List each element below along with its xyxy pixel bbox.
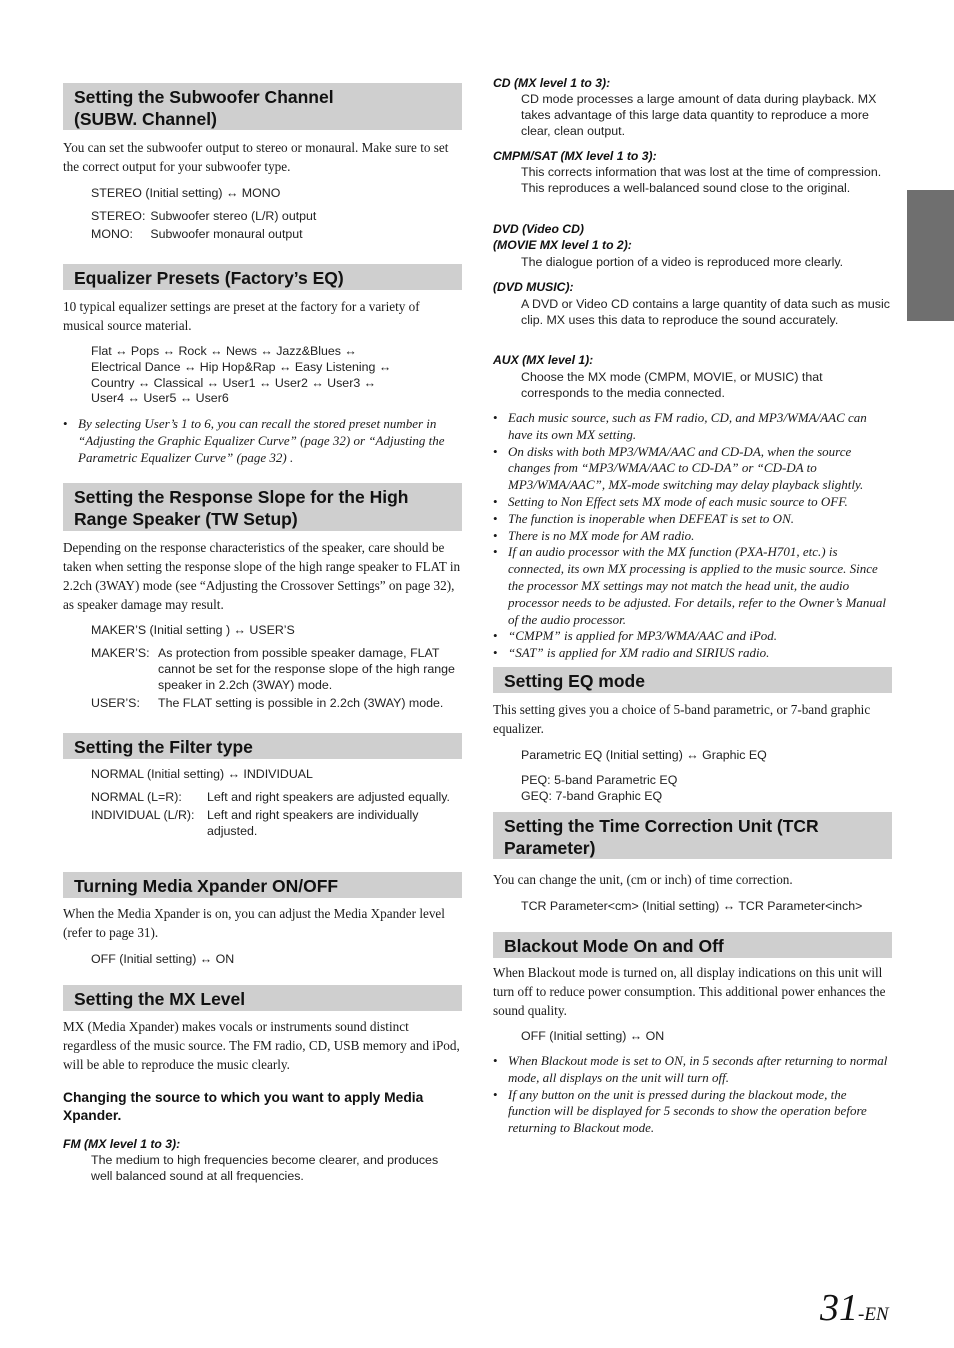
mx-level-body: MX (Media Xpander) makes vocals or instruments sound distinct regardless of the music source. The FM radio, CD, USB memory and iPod, will be able to reproduce the music clearly. [63, 1019, 460, 1072]
section-heading-mx-onoff: Turning Media Xpander ON/OFF [63, 872, 462, 898]
filter-options: NORMAL (Initial setting) ↔ INDIVIDUAL [91, 767, 313, 781]
def-desc: As protection from possible speaker damage, FLAT cannot be set for the response slope of the high range speaker in 2.2ch (3WAY) mode. [158, 646, 455, 692]
tcr-body: You can change the unit, (cm or inch) of time correction. [493, 872, 793, 887]
filter-definitions [91, 789, 462, 839]
page-number-suffix: -EN [858, 1304, 889, 1325]
def-term: USER’S: [91, 696, 140, 710]
bullet: • [493, 645, 498, 661]
mx-notes-list [493, 410, 892, 662]
eq-presets-body: 10 typical equalizer settings are preset at the factory for a variety of musical source material. [63, 299, 420, 333]
left-column [63, 0, 462, 1183]
heading-line: Setting the Subwoofer Channel [74, 87, 334, 107]
section-heading-tcr [493, 812, 892, 859]
note-text: There is no MX mode for AM radio. [508, 527, 695, 543]
subwoofer-definitions [91, 208, 462, 242]
dvdmusic-mx-body: A DVD or Video CD contains a large quantity of data such as music clip. MX uses this data to reproduce the sound accurately. [521, 297, 890, 327]
cd-mx-body: CD mode processes a large amount of data during playback. MX takes advantage of this large data quantity to reproduce a more clear, clean output. [521, 92, 877, 138]
def-term: STEREO: [91, 209, 146, 223]
dvdmusic-mx-heading: (DVD MUSIC): [493, 280, 574, 294]
note-text: When Blackout mode is set to ON, in 5 seconds after returning to normal mode, all displays on the unit will turn off. [508, 1053, 888, 1085]
cd-mx-heading: CD (MX level 1 to 3): [493, 76, 611, 90]
options-line: Country ↔ Classical ↔ User1 ↔ User2 ↔ User3 ↔ [91, 375, 377, 390]
note-text: Setting to Non Effect sets MX mode of each music source to OFF. [508, 493, 848, 509]
tw-setup-options: MAKER’S (Initial setting ) ↔ USER’S [91, 623, 295, 637]
dvd-mx-body: The dialogue portion of a video is reproduced more clearly. [521, 255, 844, 269]
section-heading-tw-setup [63, 483, 462, 531]
def-desc: Subwoofer stereo (L/R) output [150, 209, 317, 223]
section-heading-blackout: Blackout Mode On and Off [493, 932, 892, 958]
def-desc: 7-band Graphic EQ [555, 789, 663, 803]
blackout-body: When Blackout mode is turned on, all display indications on this unit will turn off to reduce power consumption. This additional power enhances the sound quality. [493, 965, 886, 1018]
eq-mode-body: This setting gives you a choice of 5-band parametric, or 7-band graphic equalizer. [493, 702, 871, 736]
bullet: • [493, 544, 498, 560]
tcr-options: TCR Parameter<cm> (Initial setting) ↔ TCR Parameter<inch> [521, 899, 863, 913]
dvd-mx-heading [493, 221, 632, 253]
note-text: “CMPM” is applied for MP3/WMA/AAC and iPod. [508, 628, 778, 644]
list-item [493, 410, 892, 444]
subwoofer-body: You can set the subwoofer output to stereo or monaural. Make sure to set the correct output for your subwoofer type. [63, 140, 449, 174]
bullet: • [493, 628, 498, 644]
list-item [493, 544, 892, 628]
tw-setup-definitions [91, 645, 462, 711]
note-text: By selecting User’s 1 to 6, you can recall the stored preset number in “Adjusting the Graphic Equalizer Curve” (page 32) or “Adjusting the Parametric Equalizer Curve” (page 32) . [78, 416, 445, 465]
bullet: • [493, 527, 498, 543]
list-item [493, 528, 892, 545]
section-heading-eq-mode: Setting EQ mode [493, 667, 892, 693]
heading-line: DVD (Video CD) [493, 222, 584, 236]
list-item [493, 511, 892, 528]
note-text: Each music source, such as FM radio, CD, and MP3/WMA/AAC can have its own MX setting. [508, 410, 867, 442]
bullet: • [493, 443, 498, 459]
def-desc: Left and right speakers are individually adjusted. [207, 808, 419, 838]
options-line: Electrical Dance ↔ Hip Hop&Rap ↔ Easy Listening ↔ [91, 359, 392, 374]
bullet: • [493, 493, 498, 509]
eq-presets-options [91, 344, 462, 407]
eq-presets-note [63, 416, 462, 466]
mx-level-subhead: Changing the source to which you want to apply Media Xpander. [63, 1090, 424, 1123]
def-desc: Left and right speakers are adjusted equally. [207, 790, 450, 804]
heading-line: Range Speaker (TW Setup) [74, 509, 298, 529]
bullet: • [63, 416, 68, 431]
list-item [493, 1087, 892, 1137]
def-term: NORMAL (L=R): [91, 790, 182, 804]
note-text: If an audio processor with the MX function (PXA-H701, etc.) is connected, its own MX processing is applied to the music source. Since the processor MX settings may not match the head unit, the audio processor needs to be adjusted. For details, refer to the Owner’s Manual of the audio processor. [508, 544, 887, 627]
bullet: • [493, 1086, 498, 1102]
section-heading-eq-presets: Equalizer Presets (Factory’s EQ) [63, 264, 462, 290]
section-heading-subwoofer [63, 83, 462, 130]
def-term: INDIVIDUAL (L/R): [91, 808, 195, 822]
cmpm-mx-body: This corrects information that was lost at the time of compression. This reproduces a well-balanced sound close to the original. [521, 165, 882, 195]
page-number-value: 31 [820, 1287, 858, 1329]
blackout-options: OFF (Initial setting) ↔ ON [521, 1029, 665, 1043]
fm-mx-body: The medium to high frequencies become clearer, and produces well balanced sound at all frequencies. [91, 1153, 439, 1183]
eq-mode-peq [521, 772, 677, 788]
chapter-side-tab [907, 190, 954, 321]
list-item [493, 494, 892, 511]
note-text: “SAT” is applied for XM radio and SIRIUS radio. [508, 645, 770, 661]
list-item [493, 444, 892, 494]
tw-setup-body: Depending on the response characteristics of the speaker, care should be taken when setting the response slope of the high range speaker to FLAT in 2.2ch (3WAY) mode (see “Adjusting the Crossover Settings” on page 32), as speaker damage may result. [63, 540, 461, 612]
page-number [820, 1288, 889, 1328]
mx-onoff-body: When the Media Xpander is on, you can adjust the Media Xpander level (refer to page 31). [63, 906, 445, 940]
def-desc: The FLAT setting is possible in 2.2ch (3WAY) mode. [158, 696, 444, 710]
heading-line: Parameter) [504, 838, 596, 858]
note-text: The function is inoperable when DEFEAT is set to ON. [508, 510, 794, 526]
options-line: Flat ↔ Pops ↔ Rock ↔ News ↔ Jazz&Blues ↔ [91, 344, 357, 358]
list-item [493, 1053, 892, 1087]
blackout-notes-list [493, 1053, 892, 1137]
subwoofer-options: STEREO (Initial setting) ↔ MONO [91, 186, 281, 200]
mx-onoff-options: OFF (Initial setting) ↔ ON [91, 952, 235, 966]
def-desc: Subwoofer monaural output [150, 227, 303, 241]
heading-line: (SUBW. Channel) [74, 109, 217, 129]
def-term: PEQ: [521, 773, 551, 787]
eq-mode-options: Parametric EQ (Initial setting) ↔ Graphic EQ [521, 748, 767, 762]
bullet: • [493, 1053, 498, 1068]
heading-line: Setting the Time Correction Unit (TCR [504, 816, 819, 836]
aux-mx-heading: AUX (MX level 1): [493, 353, 594, 367]
def-desc: 5-band Parametric EQ [554, 773, 678, 787]
cmpm-mx-heading: CMPM/SAT (MX level 1 to 3): [493, 149, 657, 163]
def-term: MAKER’S: [91, 646, 150, 660]
aux-mx-body: Choose the MX mode (CMPM, MOVIE, or MUSIC) that corresponds to the media connected. [521, 370, 823, 400]
bullet: • [493, 510, 498, 526]
note-text: If any button on the unit is pressed during the blackout mode, the function will be displayed for 5 seconds to show the operation before returning to Blackout mode. [508, 1086, 867, 1136]
def-term: MONO: [91, 227, 133, 241]
def-term: GEQ: [521, 789, 552, 803]
heading-line: Setting the Response Slope for the High [74, 487, 409, 507]
note-text: On disks with both MP3/WMA/AAC and CD-DA, when the source changes from “MP3/WMA/AAC to CD-DA” or “CD-DA to MP3/WMA/AAC”, MX-mode switching may delay playback slightly. [508, 443, 864, 493]
section-heading-filter-type: Setting the Filter type [63, 733, 462, 759]
list-item [493, 628, 892, 645]
fm-mx-heading: FM (MX level 1 to 3): [63, 1137, 181, 1151]
heading-line: (MOVIE MX level 1 to 2): [493, 238, 632, 252]
bullet: • [493, 410, 498, 425]
section-heading-mx-level: Setting the MX Level [63, 985, 462, 1011]
eq-mode-geq [521, 788, 662, 804]
options-line: User4 ↔ User5 ↔ User6 [91, 391, 229, 406]
list-item [493, 645, 892, 662]
